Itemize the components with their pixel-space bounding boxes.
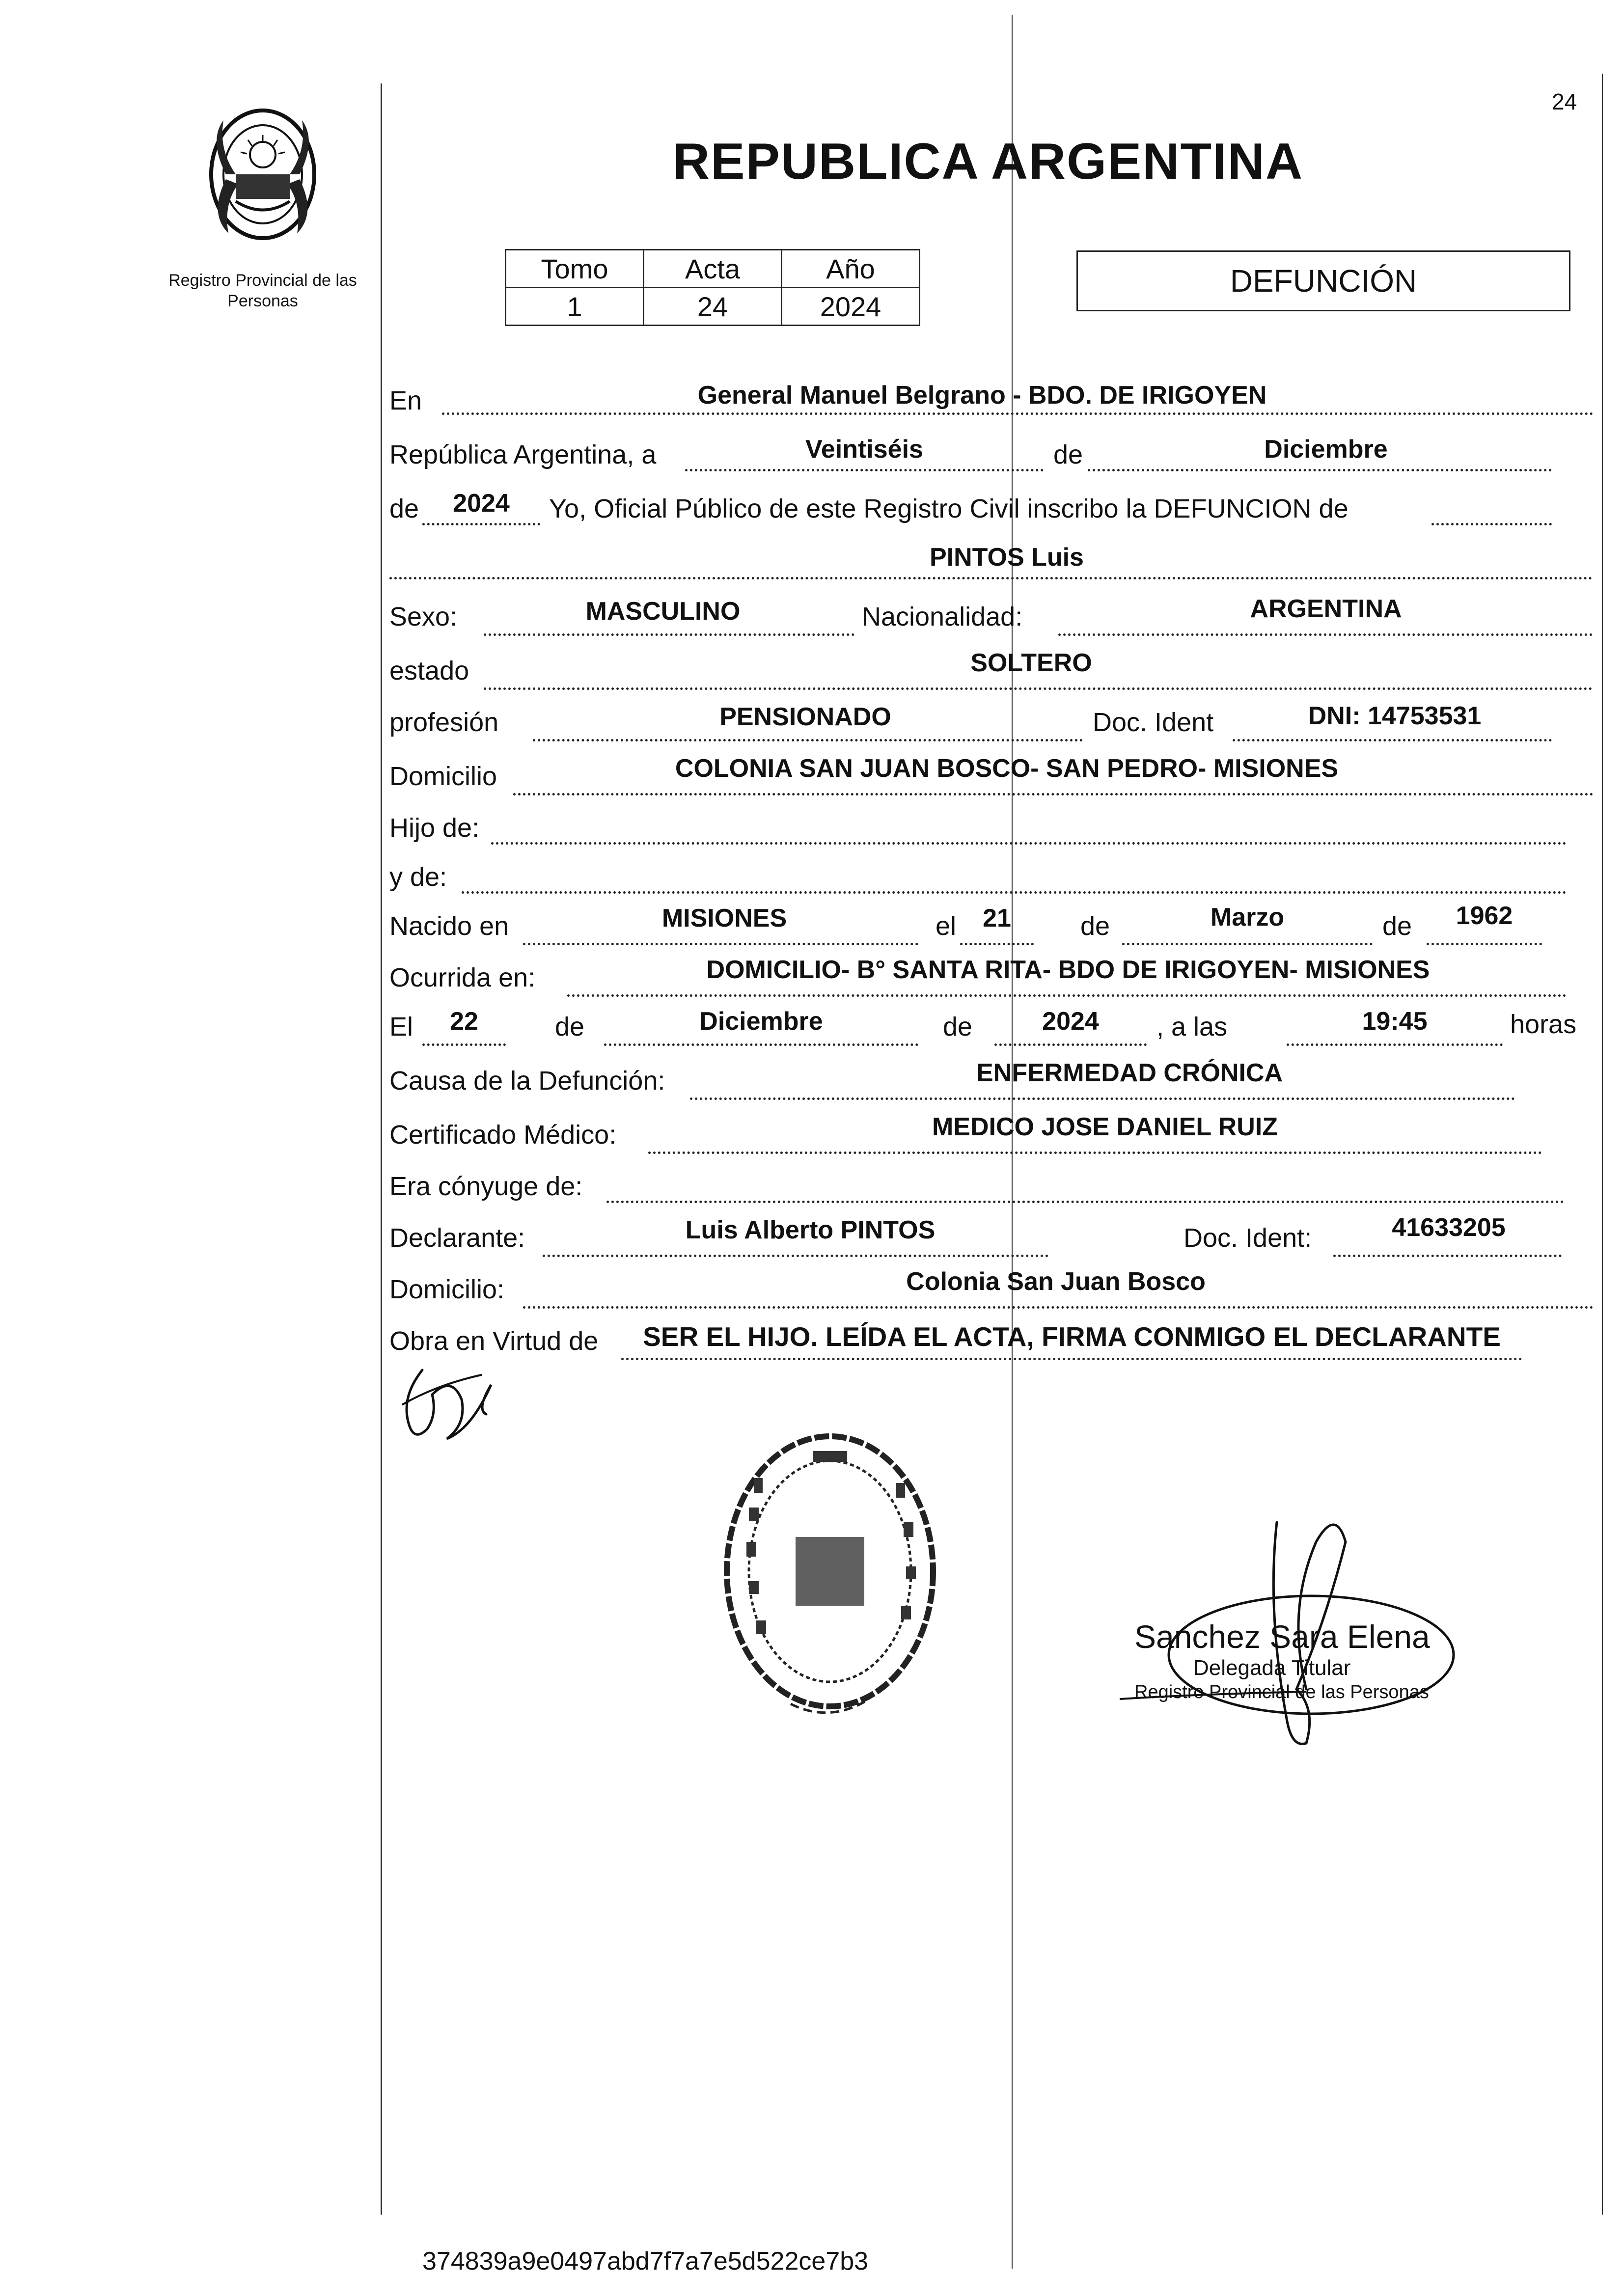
obra-label: Obra en Virtud de	[389, 1326, 599, 1356]
def-mes-line	[604, 1043, 918, 1046]
certificado-label: Certificado Médico:	[389, 1120, 617, 1150]
registrar-role: Delegada Titular	[1193, 1656, 1351, 1680]
fold-line	[1012, 15, 1013, 2269]
registrar-name: Sanchez Sara Elena	[1134, 1618, 1430, 1655]
nacido-value: MISIONES	[661, 904, 787, 932]
right-edge-line	[1602, 74, 1603, 2215]
acta-table	[505, 249, 920, 326]
profesion-label: profesión	[389, 708, 499, 737]
nombre-value: PINTOS Luis	[930, 543, 1084, 572]
certificado-line	[648, 1152, 1542, 1154]
anio-value-field: 2024	[453, 489, 510, 518]
profesion-line	[533, 739, 1083, 741]
mes-value: Diciembre	[1264, 435, 1388, 464]
declarante-label: Declarante:	[389, 1223, 525, 1253]
left-margin-line	[381, 83, 382, 2215]
obra-value: SER EL HIJO. LEÍDA EL ACTA, FIRMA CONMIGO EL DECLARANTE	[643, 1321, 1501, 1352]
nacionalidad-line	[1058, 633, 1593, 636]
yde-label: y de:	[389, 862, 447, 892]
estado-label: estado	[389, 656, 469, 686]
def-dia-line	[422, 1043, 506, 1046]
anio-line	[422, 523, 540, 525]
declarante-line	[543, 1255, 1048, 1257]
anio-value: 2024	[782, 288, 920, 326]
el2-label: El	[389, 1012, 413, 1042]
tomo-value: 1	[506, 288, 644, 326]
decl-dom-label: Domicilio:	[389, 1275, 505, 1304]
decl-dom-line	[523, 1306, 1594, 1309]
en-value: General Manuel Belgrano - BDO. DE IRIGOYEN	[697, 381, 1267, 410]
sexo-label: Sexo:	[389, 602, 458, 631]
domicilio-value: COLONIA SAN JUAN BOSCO- SAN PEDRO- MISIONES	[675, 754, 1339, 783]
estado-value: SOLTERO	[970, 649, 1092, 677]
nac-mes-line	[1122, 943, 1373, 945]
nac-dia-value: 21	[983, 904, 1011, 932]
ocurrida-label: Ocurrida en:	[389, 963, 536, 992]
certificado-value: MEDICO JOSE DANIEL RUIZ	[932, 1113, 1278, 1141]
oficial-text: Yo, Oficial Público de este Registro Civil inscribo la DEFUNCION de	[549, 494, 1349, 523]
document-type-box	[1076, 250, 1570, 311]
decl-doc-label: Doc. Ident:	[1184, 1223, 1312, 1253]
nac-de-label: de	[1080, 911, 1110, 941]
nombre-line	[389, 577, 1593, 579]
horas-label: horas	[1510, 1010, 1577, 1039]
dia-value: Veintiséis	[805, 435, 923, 464]
nac-anio-line	[1427, 943, 1542, 945]
decl-doc-value: 41633205	[1392, 1213, 1506, 1242]
ocurrida-line	[567, 994, 1567, 997]
doc-ident-line	[1233, 739, 1552, 741]
causa-label: Causa de la Defunción:	[389, 1066, 665, 1096]
mes-line	[1088, 469, 1552, 471]
declarant-signature-icon	[393, 1365, 506, 1449]
acta-header: Acta	[644, 250, 782, 288]
nacido-label: Nacido en	[389, 911, 509, 941]
domicilio-label: Domicilio	[389, 762, 497, 791]
en-label: En	[389, 386, 422, 415]
causa-line	[690, 1097, 1515, 1100]
def-anio-value: 2024	[1042, 1007, 1099, 1036]
tomo-header: Tomo	[506, 250, 644, 288]
seal-caption: Registro Provincial de las Personas	[168, 271, 357, 310]
en-line	[442, 412, 1594, 415]
def-anio-line	[994, 1043, 1147, 1046]
decl-doc-line	[1333, 1255, 1562, 1257]
page-title: REPUBLICA ARGENTINA	[673, 133, 1304, 190]
provincial-seal	[189, 101, 336, 248]
doc-ident-label: Doc. Ident	[1093, 708, 1214, 737]
nacionalidad-label: Nacionalidad:	[862, 602, 1023, 631]
def-de2-label: de	[943, 1012, 973, 1042]
estado-line	[484, 687, 1593, 690]
def-mes-value: Diciembre	[699, 1007, 823, 1036]
doc-ident-value: DNI: 14753531	[1308, 702, 1482, 730]
yde-line	[462, 891, 1567, 894]
dia-line	[685, 469, 1044, 471]
nac-mes-value: Marzo	[1210, 903, 1285, 932]
hijo-label: Hijo de:	[389, 813, 480, 843]
alas-label: , a las	[1156, 1012, 1228, 1042]
domicilio-line	[513, 793, 1594, 795]
conyuge-line	[606, 1201, 1564, 1203]
nac-de2-label: de	[1382, 911, 1412, 941]
hora-line	[1287, 1043, 1503, 1046]
declarante-value: Luis Alberto PINTOS	[685, 1216, 936, 1244]
official-stamp-icon	[707, 1424, 953, 1738]
acta-value: 24	[644, 288, 782, 326]
hora-value: 19:45	[1362, 1007, 1428, 1036]
republica-label: República Argentina, a	[389, 440, 657, 469]
nacionalidad-value: ARGENTINA	[1250, 595, 1402, 623]
sexo-value: MASCULINO	[585, 597, 741, 626]
conyuge-label: Era cónyuge de:	[389, 1172, 583, 1201]
causa-value: ENFERMEDAD CRÓNICA	[976, 1059, 1283, 1087]
oficial-line	[1431, 523, 1552, 525]
obra-line	[621, 1358, 1522, 1360]
seal-emblem-icon	[189, 101, 336, 248]
hijo-line	[491, 842, 1567, 845]
nac-anio-value: 1962	[1456, 902, 1513, 930]
profesion-value: PENSIONADO	[719, 703, 891, 731]
anio-header: Año	[782, 250, 920, 288]
sexo-line	[484, 633, 854, 636]
def-dia-value: 22	[450, 1007, 478, 1036]
decl-dom-value: Colonia San Juan Bosco	[906, 1267, 1206, 1296]
registrar-office: Registro Provincial de las Personas	[1134, 1682, 1429, 1702]
ocurrida-value: DOMICILIO- B° SANTA RITA- BDO DE IRIGOYEN- MISIONES	[706, 956, 1430, 984]
el-label: el	[936, 911, 957, 941]
de2-label: de	[389, 494, 419, 523]
def-de-label: de	[555, 1012, 585, 1042]
nacido-line	[523, 943, 918, 945]
document-type: DEFUNCIÓN	[1230, 263, 1417, 299]
nac-dia-line	[960, 943, 1034, 945]
document-hash: 374839a9e0497abd7f7a7e5d522ce7b3	[422, 2247, 869, 2276]
page-number: 24	[1552, 89, 1577, 114]
de-label: de	[1053, 440, 1083, 469]
